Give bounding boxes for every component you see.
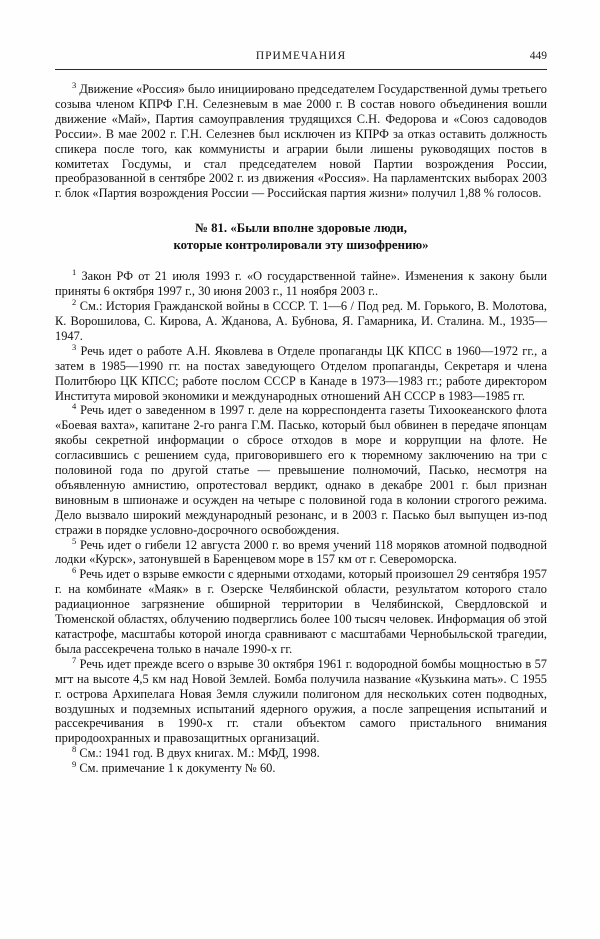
footnote-text: Закон РФ от 21 июля 1993 г. «О государственной тайне». Изменения к закону были приняты 6 октября 1997 г., 30 июня 2003 г., 11 ноября 2003 г.. xyxy=(55,269,547,299)
running-title: ПРИМЕЧАНИЯ xyxy=(255,50,347,62)
footnote-paragraph xyxy=(55,535,547,568)
footnote-number: 1 xyxy=(72,267,77,278)
footnote-paragraph xyxy=(55,761,547,776)
page-number: 449 xyxy=(529,50,547,62)
footnote-number: 3 xyxy=(72,341,77,352)
footnote-paragraph xyxy=(55,341,547,404)
footnote-text: См. примечание 1 к документу № 60. xyxy=(79,761,276,776)
footnote-number: 3 xyxy=(72,79,77,90)
footnote-paragraph xyxy=(55,746,547,761)
footnote-number: 7 xyxy=(72,654,77,665)
footnote-paragraph xyxy=(55,79,547,201)
footnote-number: 5 xyxy=(72,535,77,546)
footnote-text: См.: 1941 год. В двух книгах. М.: МФД, 1998. xyxy=(79,746,320,761)
footnote-text: Движение «Россия» было инициировано председателем Государственной думы третьего созыва членом КПРФ Г.Н. Селезневым в мае 2000 г. В состав нового объединения вошли движение «Май», Партия самоуправления трудящихся С.Н. Федорова и «Союз садоводов России». В мае 2002 г. Г.Н. Селезнев был исключен из КПРФ за отказ оставить должность спикера после того, как коммунисты и аграрии были лишены руководящих постов в комитетах Госдумы, и стал председателем новой Партии возрождения России, преобразованной в сентябре 2002 г. из движения «Россия». На парламентских выборах 2003 г. блок «Партия возрождения России — Российская партия жизни» получил 1,88 % голосов. xyxy=(55,82,547,201)
footnote-paragraph xyxy=(55,296,547,344)
footnote-paragraph xyxy=(55,403,547,537)
notes-body xyxy=(55,79,547,776)
footnote-text: Речь идет прежде всего о взрыве 30 октября 1961 г. водородной бомбы мощностью в 57 мгт на высоте 4,5 км над Новой Землей. Бомба получила название «Кузькина мать». С 1955 г. острова Архипелага Новая Земля служили полигоном для нескольких сотен подводных, воздушных и подземных испытаний ядерного оружия, а после запрещения испытаний и рассекречивания в 1990-х гг. стали объектом самого пристального внимания природоохранных и правозащитных организаций. xyxy=(55,656,547,746)
footnote-text: Речь идет о работе А.Н. Яковлева в Отделе пропаганды ЦК КПСС в 1960—1972 гг., а затем в 1985—1990 гг. на постах заведующего Отделом пропаганды, Секретаря и члена Политбюро ЦК КПСС; работе послом СССР в Канаде в 1973—1983 гг.; работе директором Института мировой экономики и международных отношений АН СССР в 1983—1985 гг. xyxy=(55,343,547,403)
footnote-number: 4 xyxy=(72,401,77,412)
section-heading-line2: которые контролировали эту шизофрению» xyxy=(173,237,429,252)
header-rule xyxy=(55,69,547,70)
footnote-number: 2 xyxy=(72,296,77,307)
footnote-number: 6 xyxy=(72,565,77,576)
footnote-text: Речь идет о гибели 12 августа 2000 г. во время учений 118 моряков атомной подводной лодки «Курск», затонувшей в Баренцевом море в 157 км от г. Североморска. xyxy=(55,537,547,567)
footnote-text: Речь идет о взрыве емкости с ядерными отходами, который произошел 29 сентября 1957 г. на комбинате «Маяк» в г. Озерске Челябинской области, результатом которого стало радиационное загрязнение обширной территории в Челябинской, Свердловской и Тюменской областях, облучению подверглись более 100 тысяч человек. Информация об этой катастрофе, масштабы которой иногда сравнивают с масштабами Чернобыльской трагедии, была рассекречена только в начале 1990-х гг. xyxy=(55,567,547,656)
footnote-paragraph xyxy=(55,269,547,299)
footnote-text: См.: История Гражданской войны в СССР. Т. 1—6 / Под ред. М. Горького, В. Молотова, К. Ворошилова, С. Кирова, А. Жданова, А. Бубнова, Я. Гамарника, И. Сталина. М., 1935—1947. xyxy=(55,299,547,343)
footnote-paragraph xyxy=(55,567,547,656)
footnote-number: 9 xyxy=(72,759,77,770)
footnote-number: 8 xyxy=(72,744,77,755)
section-heading xyxy=(55,220,547,253)
page-header xyxy=(55,50,547,66)
footnote-paragraph xyxy=(55,654,547,746)
footnote-text: Речь идет о заведенном в 1997 г. деле на корреспондента газеты Тихоокеанского флота «Боевая вахта», капитане 2-го ранга Г.М. Пасько, который был обвинен в передаче японцам якобы секретной информации о сбросе отходов в море и коррупции на флоте. Не согласившись с решением суда, приговорившего его к тюремному заключению на три с половиной года по другой статье — превышение полномочий, Пасько, несмотря на объявленную амнистию, опротестовал вердикт, однако в декабре 2001 г. был признан виновным в шпионаже и осужден на четыре с половиной года в колонии строгого режима. Дело вызвало широкий международный резонанс, и в 2003 г. Пасько был выпущен из-под стражи в порядке условно-досрочного освобождения. xyxy=(55,403,547,537)
section-heading-line1: № 81. «Были вполне здоровые люди, xyxy=(195,221,407,236)
